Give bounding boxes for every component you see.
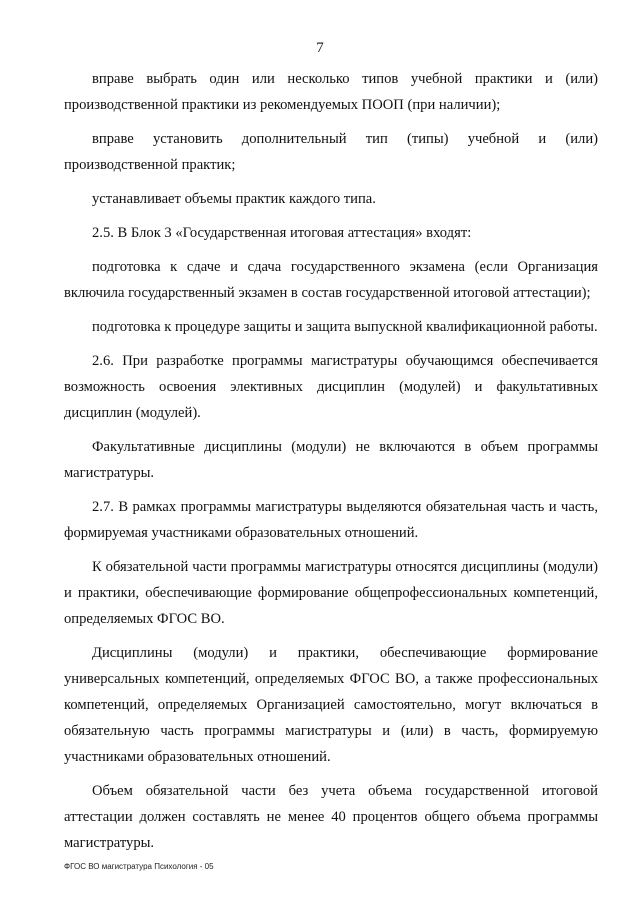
paragraph: вправе выбрать один или несколько типов учебной практики и (или) производственной практики из рекомендуемых ПООП (при наличии);	[64, 71, 598, 113]
paragraph: Объем обязательной части без учета объема государственной итоговой аттестации должен составлять не менее 40 процентов общего объема программы магистратуры.	[64, 783, 598, 851]
paragraph: Факультативные дисциплины (модули) не включаются в объем программы магистратуры.	[64, 439, 598, 481]
document-body	[64, 66, 598, 864]
paragraph: 2.6. При разработке программы магистратуры обучающимся обеспечивается возможность освоения элективных дисциплин (модулей) и факультативных дисциплин (модулей).	[64, 353, 598, 421]
paragraph: Дисциплины (модули) и практики, обеспечивающие формирование универсальных компетенций, определяемых ФГОС ВО, а также профессиональных компетенций, определяемых Организацией самостоятельно, могут включаться в обязательную часть программы магистратуры и (или) в часть, формируемую участниками образовательных отношений.	[64, 645, 598, 765]
paragraph: 2.5. В Блок 3 «Государственная итоговая аттестация» входят:	[92, 225, 472, 241]
paragraph: К обязательной части программы магистратуры относятся дисциплины (модули) и практики, обеспечивающие формирование общепрофессиональных компетенций, определяемых ФГОС ВО.	[64, 559, 598, 627]
page-footer: ФГОС ВО магистратура Психология - 05	[64, 862, 214, 871]
paragraph: устанавливает объемы практик каждого типа.	[92, 191, 376, 207]
paragraph: вправе установить дополнительный тип (типы) учебной и (или) производственной практик;	[64, 131, 598, 173]
paragraph: подготовка к процедуре защиты и защита выпускной квалификационной работы.	[92, 319, 598, 335]
paragraph: подготовка к сдаче и сдача государственного экзамена (если Организация включила государственный экзамен в состав государственной итоговой аттестации);	[64, 259, 598, 301]
paragraph: 2.7. В рамках программы магистратуры выделяются обязательная часть и часть, формируемая участниками образовательных отношений.	[64, 499, 598, 541]
page-number: 7	[316, 40, 324, 56]
